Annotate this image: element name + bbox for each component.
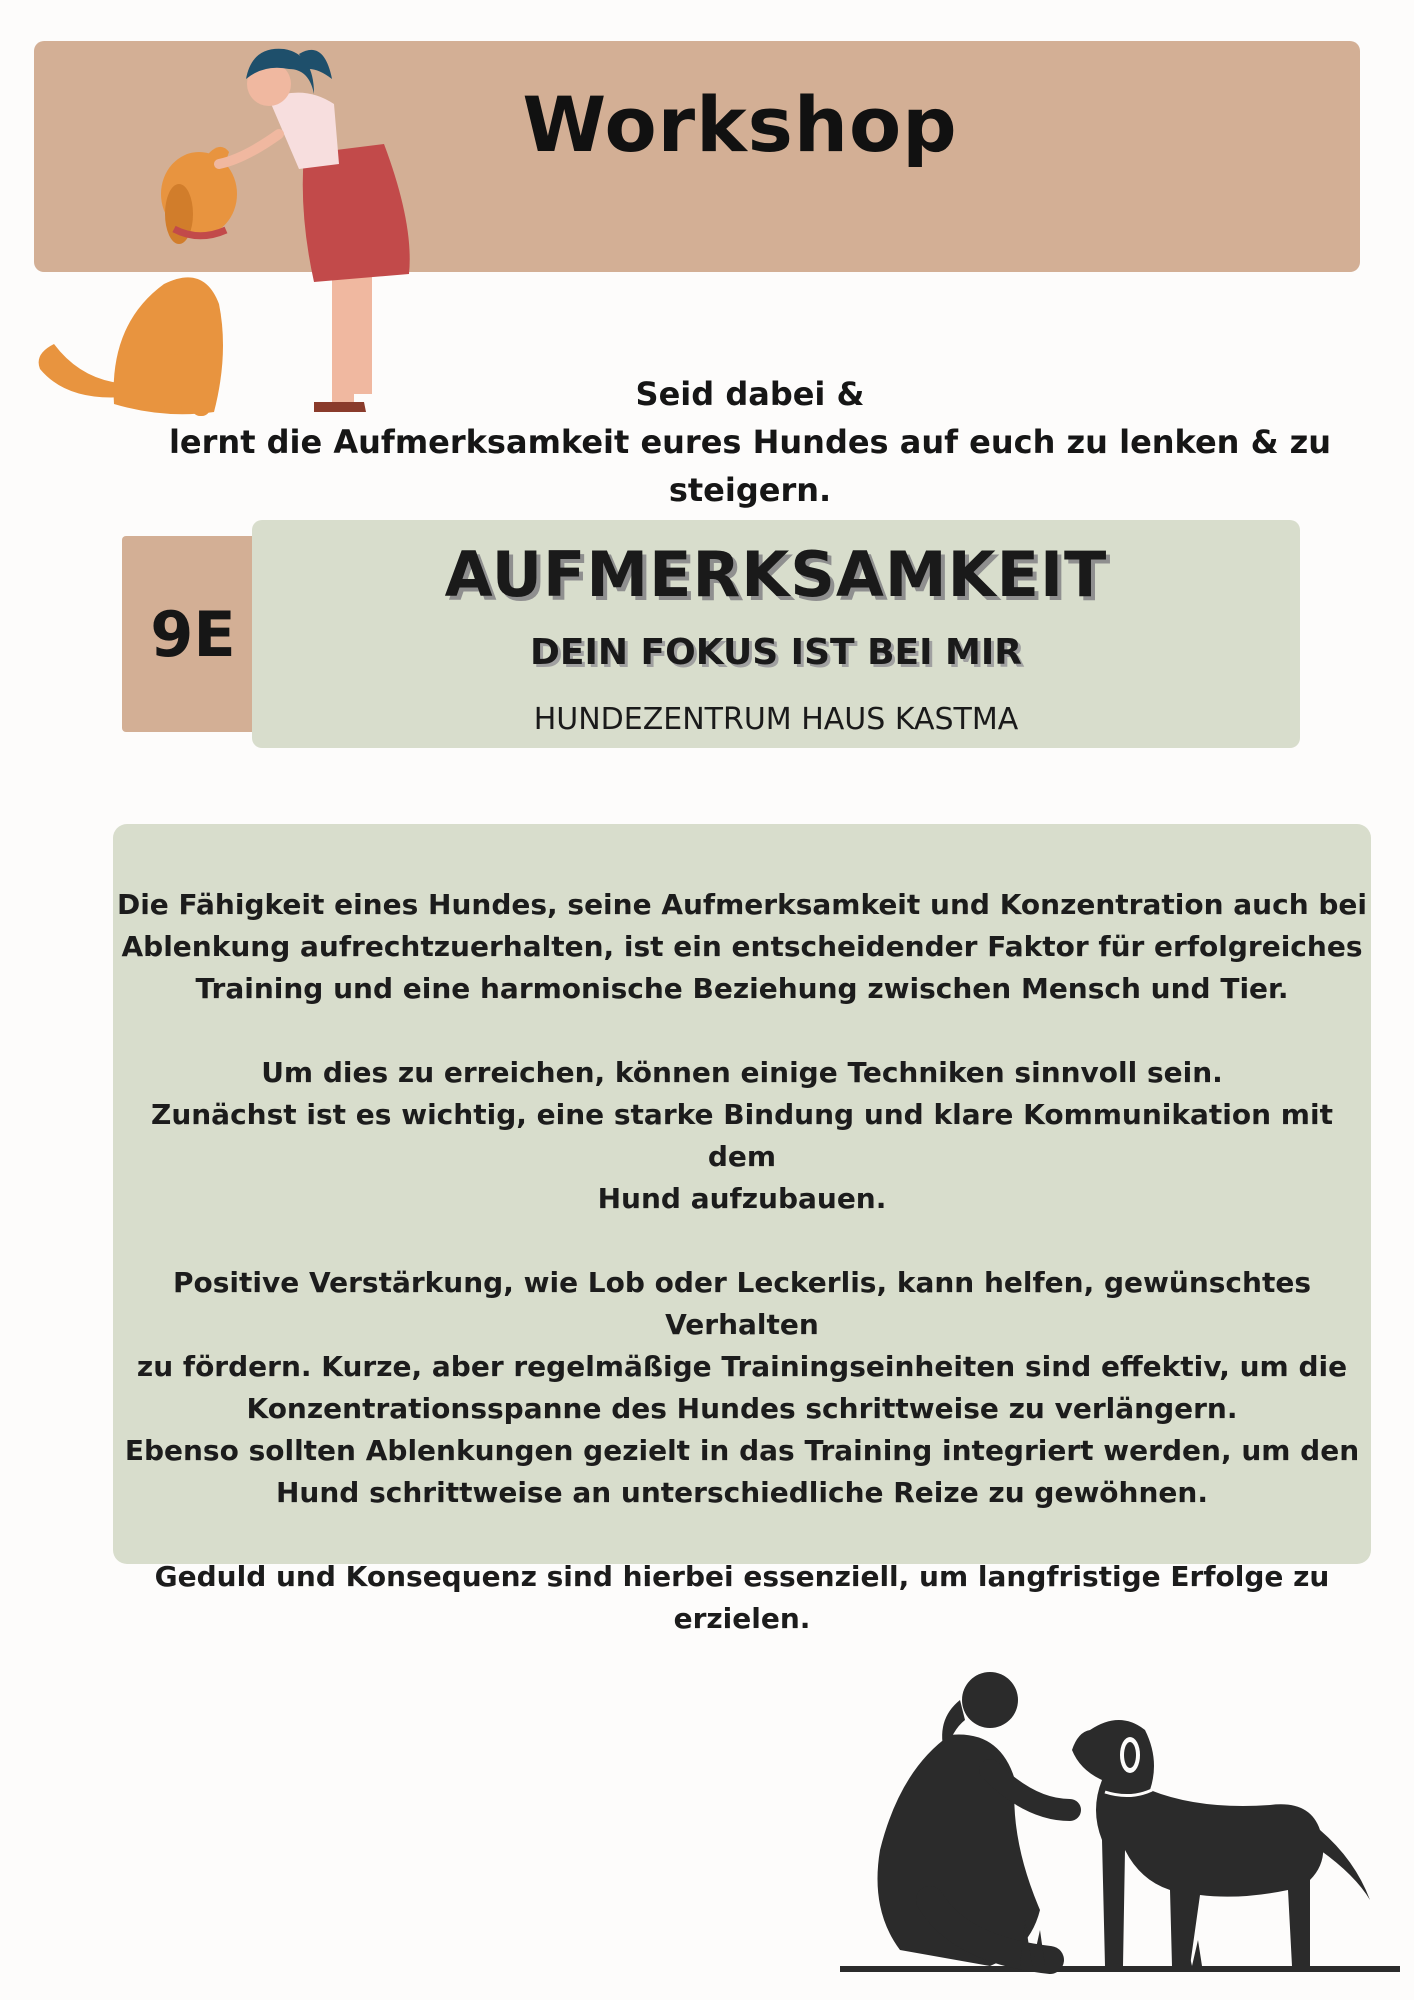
woman-petting-dog-illustration [14,24,434,424]
code-badge [122,536,272,732]
card-subtitle: DEIN FOKUS IST BEI MIR [530,632,1022,673]
paragraph-1 [113,884,1371,1010]
card-title: AUFMERKSAMKEIT [444,538,1108,611]
description-panel [113,824,1371,1635]
title-card [252,520,1300,748]
paragraph-1-line: Die Fähigkeit eines Hundes, seine Aufmerksamkeit und Konzentration auch bei [116,888,1368,921]
paragraph-1-line: Training und eine harmonische Beziehung zwischen Mensch und Tier. [195,972,1289,1005]
paragraph-4 [113,1556,1371,1640]
paragraph-3-line: Konzentrationsspanne des Hundes schrittweise zu verlängern. [246,1392,1238,1425]
tagline-line-2: lernt die Aufmerksamkeit eures Hundes auf euch zu lenken & zu steigern. [168,423,1332,509]
woman-and-dog-silhouette [840,1660,1400,1980]
paragraph-2-line: Zunächst ist es wichtig, eine starke Bindung und klare Kommunikation mit dem [151,1098,1333,1173]
paragraph-3-line: Hund schrittweise an unterschiedliche Reize zu gewöhnen. [276,1476,1208,1509]
paragraph-2-line: Um dies zu erreichen, können einige Techniken sinnvoll sein. [261,1056,1223,1089]
paragraph-2-line: Hund aufzubauen. [597,1182,887,1215]
paragraph-2 [113,1052,1371,1220]
tagline [150,370,1350,514]
paragraph-3-line: Ebenso sollten Ablenkungen gezielt in das Training integriert werden, um den [124,1434,1360,1467]
card-venue: HUNDEZENTRUM HAUS KASTMA [533,702,1019,737]
paragraph-3 [113,1262,1371,1514]
paragraph-1-line: Ablenkung aufrechtzuerhalten, ist ein entscheidender Faktor für erfolgreiches [121,930,1363,963]
paragraph-4-line: Geduld und Konsequenz sind hierbei essenziell, um langfristige Erfolge zu erzielen. [154,1560,1330,1635]
tagline-line-1: Seid dabei & [635,375,865,413]
page-title: Workshop [522,80,958,169]
description-text [113,884,1371,1682]
paragraph-3-line: zu fördern. Kurze, aber regelmäßige Trainingseinheiten sind effektiv, um die [136,1350,1348,1383]
paragraph-3-line: Positive Verstärkung, wie Lob oder Leckerlis, kann helfen, gewünschtes Verhalten [173,1266,1311,1341]
code-badge-label: 9E [150,597,236,671]
